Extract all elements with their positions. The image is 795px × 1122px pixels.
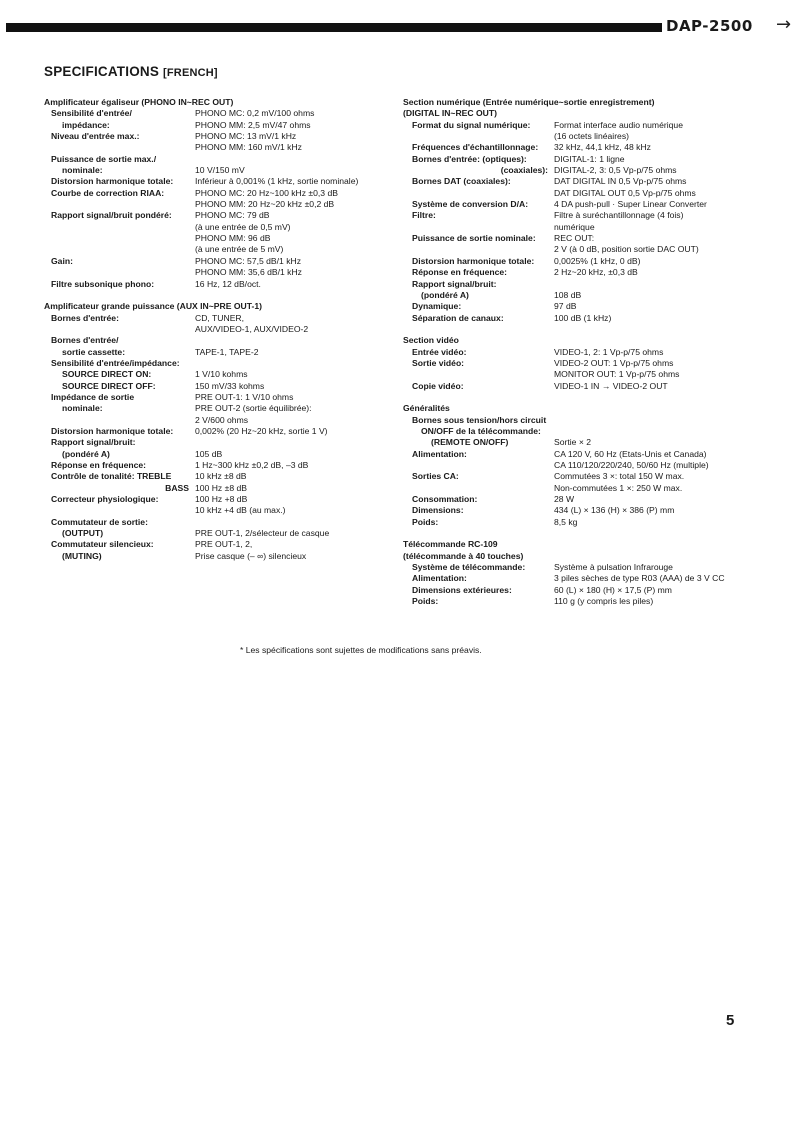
spec-label: (pondéré A) bbox=[62, 448, 110, 459]
spec-row bbox=[44, 222, 394, 233]
spec-label: ON/OFF de la télécommande: bbox=[421, 425, 541, 436]
spec-label: Alimentation: bbox=[412, 448, 467, 459]
spec-value: 110 g (y compris les piles) bbox=[554, 596, 654, 607]
spec-label: Poids: bbox=[412, 516, 439, 527]
spec-label bbox=[44, 267, 195, 278]
spec-label bbox=[44, 199, 195, 210]
spec-label bbox=[403, 131, 554, 142]
spec-value: 97 dB bbox=[554, 301, 577, 312]
spec-label: Puissance de sortie nominale: bbox=[412, 233, 536, 244]
spec-row bbox=[44, 517, 394, 528]
spec-value: PHONO MM: 20 Hz~20 kHz ±0,2 dB bbox=[195, 199, 335, 210]
spec-label: Système de conversion D/A: bbox=[412, 199, 529, 210]
spec-row bbox=[403, 449, 763, 460]
spec-value: 32 kHz, 44,1 kHz, 48 kHz bbox=[554, 142, 651, 153]
spec-value: DAT DIGITAL OUT 0,5 Vp-p/75 ohms bbox=[554, 187, 696, 198]
spec-label: Correcteur physiologique: bbox=[51, 494, 159, 505]
spec-row bbox=[403, 290, 763, 301]
spec-label: Sensibilité d'entrée/impédance: bbox=[51, 357, 180, 368]
spec-value: 2 V (à 0 dB, position sortie DAC OUT) bbox=[554, 244, 699, 255]
spec-row bbox=[403, 165, 763, 176]
spec-value: 2 V/600 ohms bbox=[195, 414, 249, 425]
spec-row bbox=[44, 426, 394, 437]
spec-value: PHONO MC: 20 Hz~100 kHz ±0,3 dB bbox=[195, 187, 338, 198]
spec-row bbox=[44, 483, 394, 494]
spec-row bbox=[44, 108, 394, 119]
spec-row bbox=[403, 471, 763, 482]
arrow-icon: → bbox=[776, 14, 792, 35]
spec-row bbox=[44, 460, 394, 471]
spec-label: Sorties CA: bbox=[412, 471, 459, 482]
spec-value: DAT DIGITAL IN 0,5 Vp-p/75 ohms bbox=[554, 176, 687, 187]
spec-row bbox=[403, 210, 763, 221]
spec-value: (à une entrée de 0,5 mV) bbox=[195, 221, 291, 232]
spec-row bbox=[44, 176, 394, 187]
spec-label bbox=[403, 483, 554, 494]
spec-label: Sortie vidéo: bbox=[412, 357, 465, 368]
spec-row bbox=[44, 551, 394, 562]
spec-row bbox=[44, 142, 394, 153]
spec-label: nominale: bbox=[62, 165, 103, 176]
spec-value: 60 (L) × 180 (H) × 17,5 (P) mm bbox=[554, 584, 672, 595]
spec-row bbox=[44, 131, 394, 142]
spec-row bbox=[403, 256, 763, 267]
section-spacer bbox=[44, 290, 394, 301]
spec-value: 100 Hz +8 dB bbox=[195, 494, 248, 505]
spec-value: 4 DA push-pull · Super Linear Converter bbox=[554, 199, 707, 210]
spec-label: Gain: bbox=[51, 255, 73, 266]
spec-value: PHONO MM: 2,5 mV/47 ohms bbox=[195, 119, 311, 130]
spec-value: 150 mV/33 kohms bbox=[195, 380, 265, 391]
spec-row bbox=[44, 471, 394, 482]
page-number: 5 bbox=[726, 1012, 735, 1029]
spec-label: Rapport signal/bruit pondéré: bbox=[51, 210, 172, 221]
spec-row bbox=[44, 233, 394, 244]
spec-value: PHONO MM: 160 mV/1 kHz bbox=[195, 142, 302, 153]
spec-row bbox=[403, 483, 763, 494]
spec-row bbox=[403, 233, 763, 244]
spec-label: Rapport signal/bruit: bbox=[412, 278, 497, 289]
spec-row bbox=[44, 403, 394, 414]
section-heading: Télécommande RC-109 bbox=[403, 539, 498, 550]
spec-row bbox=[403, 347, 763, 358]
spec-label: (OUTPUT) bbox=[62, 528, 104, 539]
spec-label: Réponse en fréquence: bbox=[412, 267, 508, 278]
spec-label: Impédance de sortie bbox=[51, 391, 135, 402]
spec-label: Commutateur de sortie: bbox=[51, 516, 148, 527]
spec-row bbox=[44, 415, 394, 426]
spec-label: Bornes d'entrée: (optiques): bbox=[412, 153, 527, 164]
spec-value: VIDEO-1 IN → VIDEO-2 OUT bbox=[554, 380, 668, 391]
spec-label bbox=[403, 369, 554, 380]
spec-value: CA 120 V, 60 Hz (Etats-Unis et Canada) bbox=[554, 448, 707, 459]
spec-row bbox=[403, 267, 763, 278]
spec-row bbox=[403, 437, 763, 448]
model-name: DAP-2500 bbox=[666, 17, 753, 35]
spec-row bbox=[44, 392, 394, 403]
spec-row bbox=[403, 573, 763, 584]
spec-row bbox=[44, 358, 394, 369]
title-language: [FRENCH] bbox=[163, 67, 218, 79]
spec-value: 1 V/10 kohms bbox=[195, 369, 248, 380]
spec-value: PHONO MM: 35,6 dB/1 kHz bbox=[195, 267, 302, 278]
spec-label bbox=[44, 415, 195, 426]
spec-label: Bornes sous tension/hors circuit bbox=[412, 414, 547, 425]
spec-row bbox=[44, 449, 394, 460]
spec-label bbox=[403, 244, 554, 255]
title-main: SPECIFICATIONS bbox=[44, 64, 160, 79]
section-spacer bbox=[403, 392, 763, 403]
section-heading: Section numérique (Entrée numérique~sortie enregistrement) bbox=[403, 97, 655, 107]
spec-value: PHONO MC: 13 mV/1 kHz bbox=[195, 131, 297, 142]
spec-row bbox=[403, 426, 763, 437]
spec-row bbox=[44, 347, 394, 358]
spec-value: (16 octets linéaires) bbox=[554, 131, 629, 142]
spec-value: REC OUT: bbox=[554, 233, 595, 244]
spec-label: Commutateur silencieux: bbox=[51, 539, 154, 550]
spec-label bbox=[403, 222, 554, 233]
spec-row bbox=[44, 188, 394, 199]
spec-label: sortie cassette: bbox=[62, 346, 126, 357]
spec-row bbox=[44, 210, 394, 221]
spec-label: Distorsion harmonique totale: bbox=[412, 255, 535, 266]
spec-row bbox=[44, 437, 394, 448]
spec-row bbox=[403, 358, 763, 369]
spec-label: BASS bbox=[165, 482, 189, 493]
spec-label: Bornes d'entrée: bbox=[51, 312, 119, 323]
spec-row bbox=[44, 279, 394, 290]
spec-label bbox=[44, 244, 195, 255]
spec-label bbox=[44, 142, 195, 153]
spec-label bbox=[44, 324, 195, 335]
spec-label: (REMOTE ON/OFF) bbox=[431, 437, 509, 448]
spec-value: 108 dB bbox=[554, 289, 582, 300]
spec-value: 1 Hz~300 kHz ±0,2 dB, –3 dB bbox=[195, 460, 309, 470]
spec-label: Entrée vidéo: bbox=[412, 346, 467, 357]
spec-value: Format interface audio numérique bbox=[554, 119, 683, 130]
spec-value: VIDEO-1, 2: 1 Vp-p/75 ohms bbox=[554, 346, 664, 357]
spec-row bbox=[403, 381, 763, 392]
spec-label: (MUTING) bbox=[62, 550, 102, 561]
spec-label: Filtre: bbox=[412, 210, 436, 221]
spec-row bbox=[44, 120, 394, 131]
spec-value: PRE OUT-1, 2, bbox=[195, 539, 253, 550]
spec-label: Poids: bbox=[412, 596, 439, 607]
spec-value: AUX/VIDEO-1, AUX/VIDEO-2 bbox=[195, 323, 309, 334]
spec-row bbox=[403, 505, 763, 516]
spec-label: nominale: bbox=[62, 403, 103, 414]
section-heading: Section vidéo bbox=[403, 335, 459, 346]
spec-value: PRE OUT-1: 1 V/10 ohms bbox=[195, 391, 294, 402]
spec-label bbox=[403, 460, 554, 471]
spec-value: CA 110/120/220/240, 50/60 Hz (multiple) bbox=[554, 460, 709, 470]
spec-row bbox=[44, 165, 394, 176]
spec-label bbox=[44, 222, 195, 233]
spec-value: 10 V/150 mV bbox=[195, 165, 245, 176]
spec-value: 434 (L) × 136 (H) × 386 (P) mm bbox=[554, 505, 675, 516]
spec-row bbox=[44, 505, 394, 516]
spec-value: Sortie × 2 bbox=[554, 437, 592, 448]
spec-label: Format du signal numérique: bbox=[412, 119, 531, 130]
spec-value: VIDEO-2 OUT: 1 Vp-p/75 ohms bbox=[554, 357, 674, 368]
spec-row bbox=[403, 222, 763, 233]
spec-value: Inférieur à 0,001% (1 kHz, sortie nominale) bbox=[195, 176, 359, 187]
footnote: * Les spécifications sont sujettes de modifications sans préavis. bbox=[240, 645, 482, 655]
spec-row bbox=[403, 142, 763, 153]
spec-label: Alimentation: bbox=[412, 573, 467, 584]
spec-row bbox=[403, 562, 763, 573]
spec-value: 0,002% (20 Hz~20 kHz, sortie 1 V) bbox=[195, 425, 328, 436]
spec-row bbox=[403, 188, 763, 199]
spec-value: PHONO MC: 0,2 mV/100 ohms bbox=[195, 108, 315, 119]
spec-row bbox=[403, 176, 763, 187]
spec-row bbox=[403, 369, 763, 380]
spec-label: Sensibilité d'entrée/ bbox=[51, 108, 132, 119]
section-heading: Amplificateur grande puissance (AUX IN~PRE OUT-1) bbox=[44, 301, 262, 312]
spec-label: Puissance de sortie max./ bbox=[51, 153, 157, 164]
section-heading: Amplificateur égaliseur (PHONO IN~REC OUT) bbox=[44, 97, 234, 107]
spec-label: Contrôle de tonalité: TREBLE bbox=[51, 471, 172, 482]
spec-value: PRE OUT-2 (sortie équilibrée): bbox=[195, 403, 312, 414]
spec-value: 10 kHz ±8 dB bbox=[195, 471, 247, 482]
section-heading: Généralités bbox=[403, 403, 450, 414]
spec-label: Dynamique: bbox=[412, 301, 462, 312]
spec-row bbox=[44, 199, 394, 210]
spec-label: Consommation: bbox=[412, 494, 478, 505]
spec-label: Système de télécommande: bbox=[412, 562, 526, 573]
spec-row bbox=[44, 528, 394, 539]
header-bar bbox=[6, 23, 662, 32]
spec-value: Filtre à suréchantillonnage (4 fois) bbox=[554, 210, 684, 221]
spec-row bbox=[403, 596, 763, 607]
spec-value: PHONO MC: 57,5 dB/1 kHz bbox=[195, 255, 302, 266]
spec-label: Dimensions: bbox=[412, 505, 464, 516]
spec-row bbox=[44, 539, 394, 550]
spec-row bbox=[403, 301, 763, 312]
spec-label: Séparation de canaux: bbox=[412, 312, 504, 323]
spec-value: Système à pulsation Infrarouge bbox=[554, 562, 673, 573]
spec-value: Non-commutées 1 ×: 250 W max. bbox=[554, 482, 683, 493]
spec-value: PRE OUT-1, 2/sélecteur de casque bbox=[195, 528, 330, 539]
spec-row bbox=[403, 154, 763, 165]
spec-value: 100 Hz ±8 dB bbox=[195, 482, 248, 493]
spec-row bbox=[44, 154, 394, 165]
spec-label: impédance: bbox=[62, 119, 110, 130]
spec-label: Copie vidéo: bbox=[412, 380, 464, 391]
spec-value: DIGITAL-2, 3: 0,5 Vp-p/75 ohms bbox=[554, 165, 677, 176]
spec-row bbox=[403, 120, 763, 131]
spec-row bbox=[403, 517, 763, 528]
spec-label bbox=[44, 505, 195, 516]
spec-row bbox=[44, 324, 394, 335]
spec-value: 10 kHz +4 dB (au max.) bbox=[195, 505, 286, 516]
spec-row bbox=[44, 313, 394, 324]
spec-label: (pondéré A) bbox=[421, 289, 469, 300]
spec-label: Dimensions extérieures: bbox=[412, 584, 512, 595]
spec-label: Bornes DAT (coaxiales): bbox=[412, 176, 511, 187]
spec-label: (coaxiales): bbox=[500, 165, 548, 176]
spec-row bbox=[403, 460, 763, 471]
spec-row bbox=[44, 335, 394, 346]
spec-row bbox=[403, 585, 763, 596]
spec-label: Fréquences d'échantillonnage: bbox=[412, 142, 539, 153]
spec-value: PHONO MC: 79 dB bbox=[195, 210, 270, 221]
spec-value: (à une entrée de 5 mV) bbox=[195, 244, 284, 255]
spec-row bbox=[44, 256, 394, 267]
spec-label: Courbe de correction RIAA: bbox=[51, 187, 165, 198]
spec-row bbox=[403, 199, 763, 210]
spec-label: Réponse en fréquence: bbox=[51, 460, 147, 470]
spec-value: 28 W bbox=[554, 494, 575, 505]
spec-value: CD, TUNER, bbox=[195, 312, 245, 323]
spec-label: SOURCE DIRECT ON: bbox=[62, 369, 152, 380]
spec-value: 100 dB (1 kHz) bbox=[554, 312, 612, 323]
spec-value: Prise casque (– ∞) silencieux bbox=[195, 550, 307, 561]
spec-value: 105 dB bbox=[195, 448, 223, 459]
spec-row bbox=[44, 494, 394, 505]
spec-row bbox=[44, 381, 394, 392]
spec-value: 8,5 kg bbox=[554, 516, 578, 527]
spec-row bbox=[403, 131, 763, 142]
spec-value: Commutées 3 ×: total 150 W max. bbox=[554, 471, 685, 482]
spec-row bbox=[403, 313, 763, 324]
spec-label bbox=[44, 233, 195, 244]
page-title bbox=[44, 64, 218, 79]
section-spacer bbox=[403, 324, 763, 335]
spec-row bbox=[44, 244, 394, 255]
section-subheading: (DIGITAL IN~REC OUT) bbox=[403, 108, 497, 119]
spec-value: 0,0025% (1 kHz, 0 dB) bbox=[554, 255, 641, 266]
spec-row bbox=[44, 267, 394, 278]
section-spacer bbox=[403, 528, 763, 539]
spec-value: 2 Hz~20 kHz, ±0,3 dB bbox=[554, 267, 638, 278]
spec-row bbox=[44, 369, 394, 380]
spec-label: Bornes d'entrée/ bbox=[51, 335, 119, 346]
left-column bbox=[44, 97, 394, 562]
spec-label: Distorsion harmonique totale: bbox=[51, 176, 174, 187]
right-column bbox=[403, 97, 763, 607]
spec-row bbox=[403, 494, 763, 505]
spec-label: Distorsion harmonique totale: bbox=[51, 425, 174, 436]
spec-row bbox=[403, 244, 763, 255]
spec-value: 16 Hz, 12 dB/oct. bbox=[195, 278, 261, 289]
spec-row bbox=[403, 279, 763, 290]
spec-value: numérique bbox=[554, 221, 595, 232]
spec-label: Rapport signal/bruit: bbox=[51, 437, 136, 448]
spec-value: DIGITAL-1: 1 ligne bbox=[554, 153, 625, 164]
spec-label: Niveau d'entrée max.: bbox=[51, 131, 140, 142]
spec-row bbox=[403, 415, 763, 426]
spec-value: PHONO MM: 96 dB bbox=[195, 233, 271, 244]
spec-value: 3 piles sèches de type R03 (AAA) de 3 V CC bbox=[554, 573, 725, 584]
spec-value: TAPE-1, TAPE-2 bbox=[195, 346, 259, 357]
spec-label bbox=[403, 188, 554, 199]
spec-label: SOURCE DIRECT OFF: bbox=[62, 380, 156, 391]
spec-label: Filtre subsonique phono: bbox=[51, 278, 155, 289]
spec-value: MONITOR OUT: 1 Vp-p/75 ohms bbox=[554, 369, 680, 380]
section-subheading: (télécommande à 40 touches) bbox=[403, 550, 524, 561]
